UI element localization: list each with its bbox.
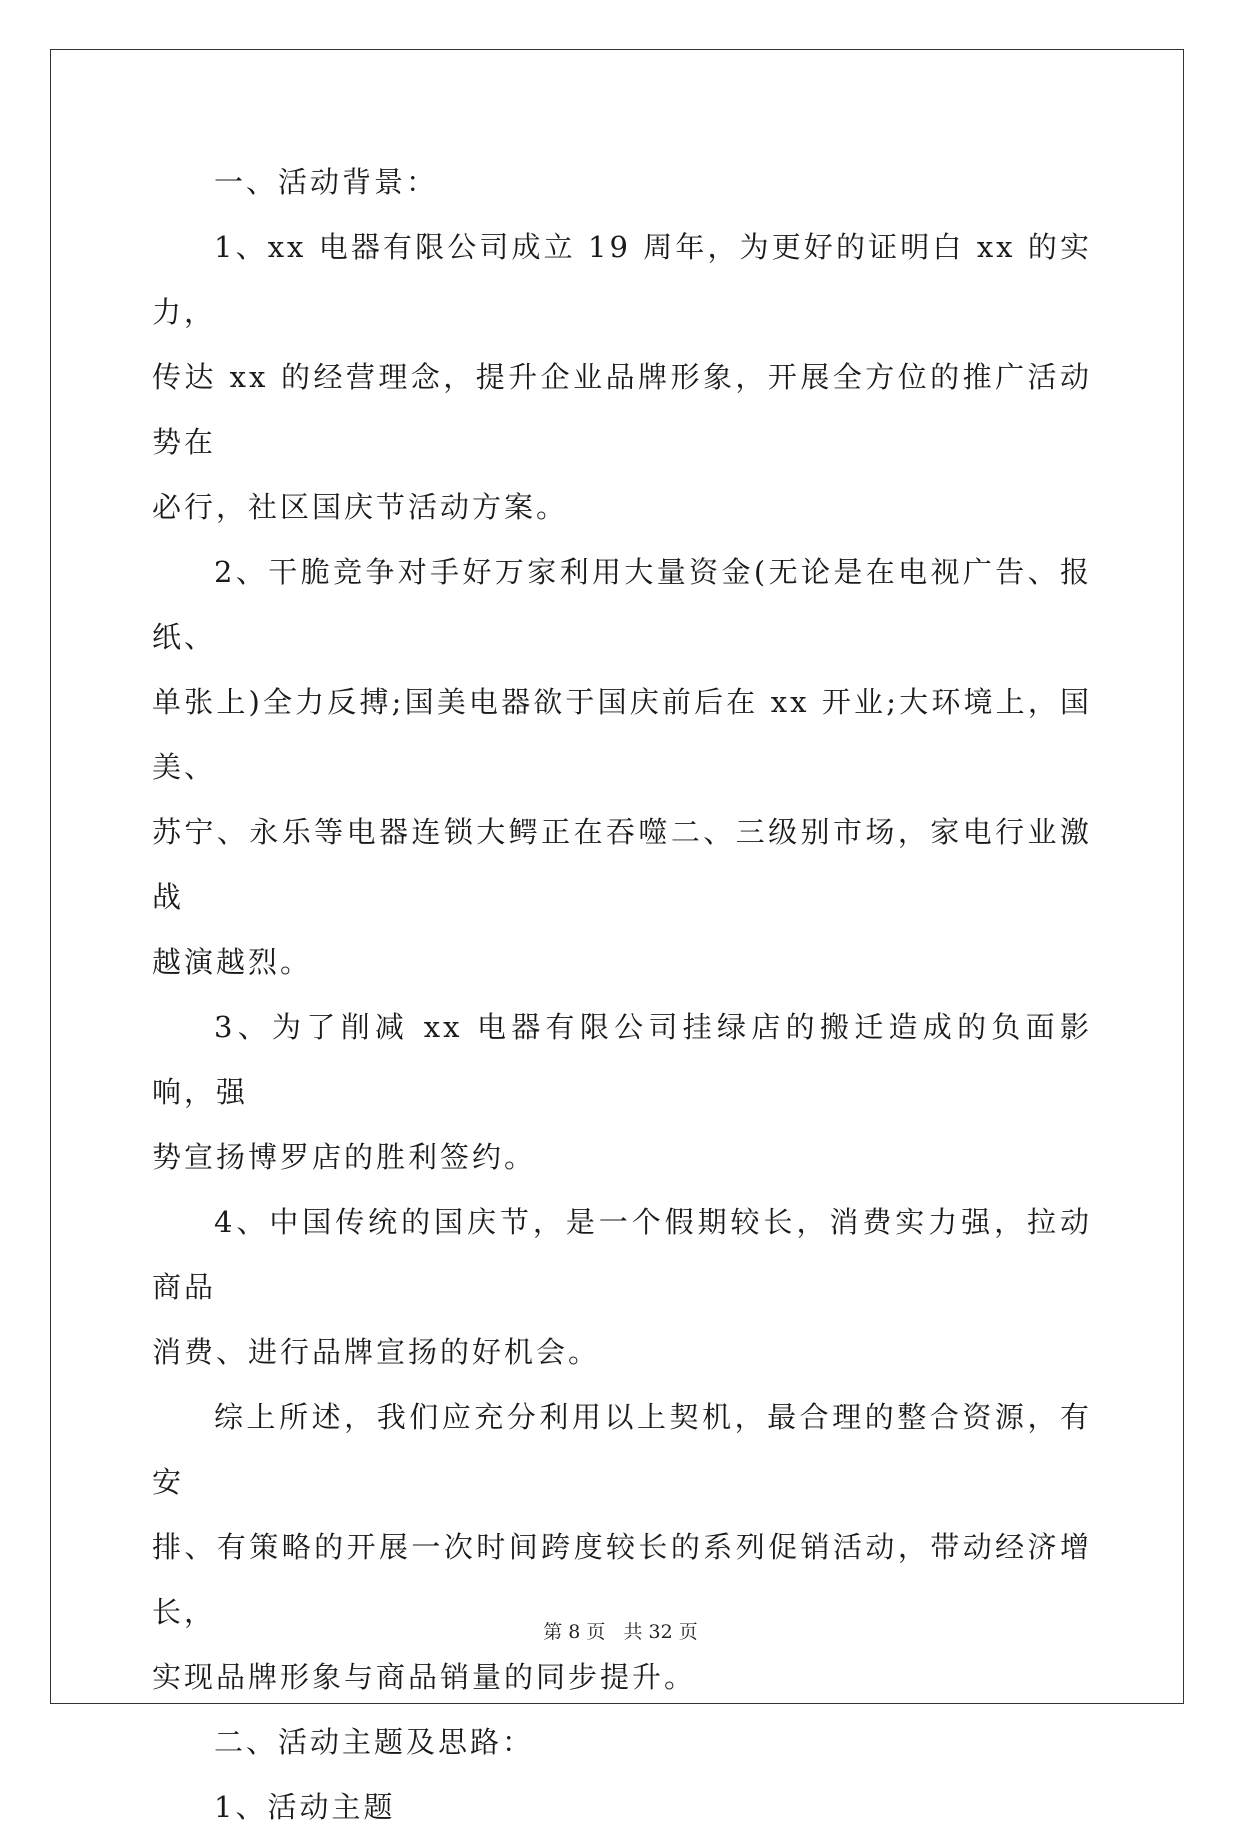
paragraph-background-1: 1、xx 电器有限公司成立 19 周年，为更好的证明白 xx 的实力， 传达 xx 的经营理念，提升企业品牌形象，开展全方位的推广活动势在 必行，社区国庆节活动方案。: [152, 230, 1092, 524]
section-heading-theme: 二、活动主题及思路：: [214, 1725, 535, 1759]
page-number: 第 8 页: [543, 1621, 606, 1643]
page-total: 共 32 页: [623, 1621, 698, 1643]
paragraph-summary: 综上所述，我们应充分利用以上契机，最合理的整合资源，有安 排、有策略的开展一次时间跨度较长的系列促销活动，带动经济增长， 实现品牌形象与商品销量的同步提升。: [152, 1400, 1092, 1694]
paragraph-background-3: 3、为了削减 xx 电器有限公司挂绿店的搬迁造成的负面影响，强 势宣扬博罗店的胜利签约。: [152, 1010, 1092, 1174]
page-footer: [0, 1617, 1241, 1644]
subheading-activity-theme: 1、活动主题: [214, 1790, 396, 1824]
section-heading-background: 一、活动背景：: [214, 165, 439, 199]
document-body: [152, 150, 1092, 1840]
paragraph-background-4: 4、中国传统的国庆节，是一个假期较长，消费实力强，拉动商品 消费、进行品牌宣扬的好机会。: [152, 1205, 1092, 1369]
paragraph-background-2: 2、干脆竞争对手好万家利用大量资金(无论是在电视广告、报纸、 单张上)全力反搏;国美电器欲于国庆前后在 xx 开业;大环境上，国美、 苏宁、永乐等电器连锁大鳄正在吞噬二、三级别市场，家电行业激战 越演越烈。: [152, 555, 1092, 979]
